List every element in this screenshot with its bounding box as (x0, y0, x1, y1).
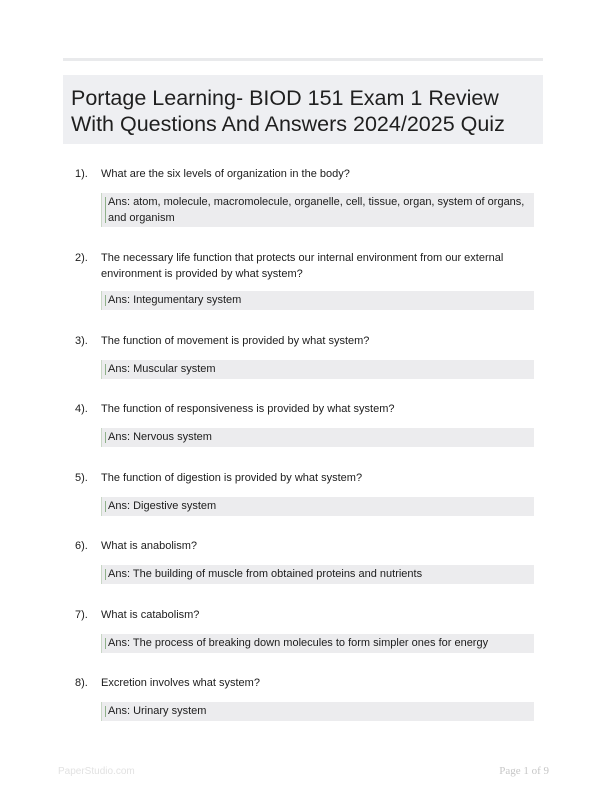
answer-box: Ans: Digestive system (101, 497, 534, 516)
question-number: 2). (75, 252, 88, 264)
question-text: The function of digestion is provided by what system? (101, 472, 363, 484)
question-number: 3). (75, 335, 88, 347)
question-number: 7). (75, 609, 88, 621)
question-number: 4). (75, 403, 88, 415)
footer-watermark: PaperStudio.com (58, 766, 135, 777)
question-text: What is anabolism? (101, 540, 197, 552)
answer-box: Ans: The process of breaking down molecules to form simpler ones for energy (101, 634, 534, 653)
title-banner (63, 75, 543, 144)
top-divider (63, 58, 543, 61)
answer-box: Ans: Integumentary system (101, 291, 534, 310)
question-number: 5). (75, 472, 88, 484)
answer-box: Ans: Muscular system (101, 360, 534, 379)
question-number: 6). (75, 540, 88, 552)
answer-box: Ans: Urinary system (101, 702, 534, 721)
question-text: The necessary life function that protects our internal environment from our external environment is provided by what system? (101, 252, 504, 280)
answer-box: Ans: The building of muscle from obtained proteins and nutrients (101, 565, 534, 584)
question-text: The function of responsiveness is provided by what system? (101, 403, 395, 415)
question-text: What are the six levels of organization in the body? (101, 168, 350, 180)
question-number: 1). (75, 168, 88, 180)
question-text: Excretion involves what system? (101, 677, 260, 689)
page-indicator: Page 1 of 9 (499, 765, 549, 777)
answer-box: Ans: Nervous system (101, 428, 534, 447)
question-text: The function of movement is provided by what system? (101, 335, 370, 347)
document-title: Portage Learning- BIOD 151 Exam 1 Review With Questions And Answers 2024/2025 Quiz (71, 86, 505, 136)
question-number: 8). (75, 677, 88, 689)
question-text: What is catabolism? (101, 609, 200, 621)
answer-box: Ans: atom, molecule, macromolecule, organelle, cell, tissue, organ, system of organs, and organism (101, 193, 534, 227)
